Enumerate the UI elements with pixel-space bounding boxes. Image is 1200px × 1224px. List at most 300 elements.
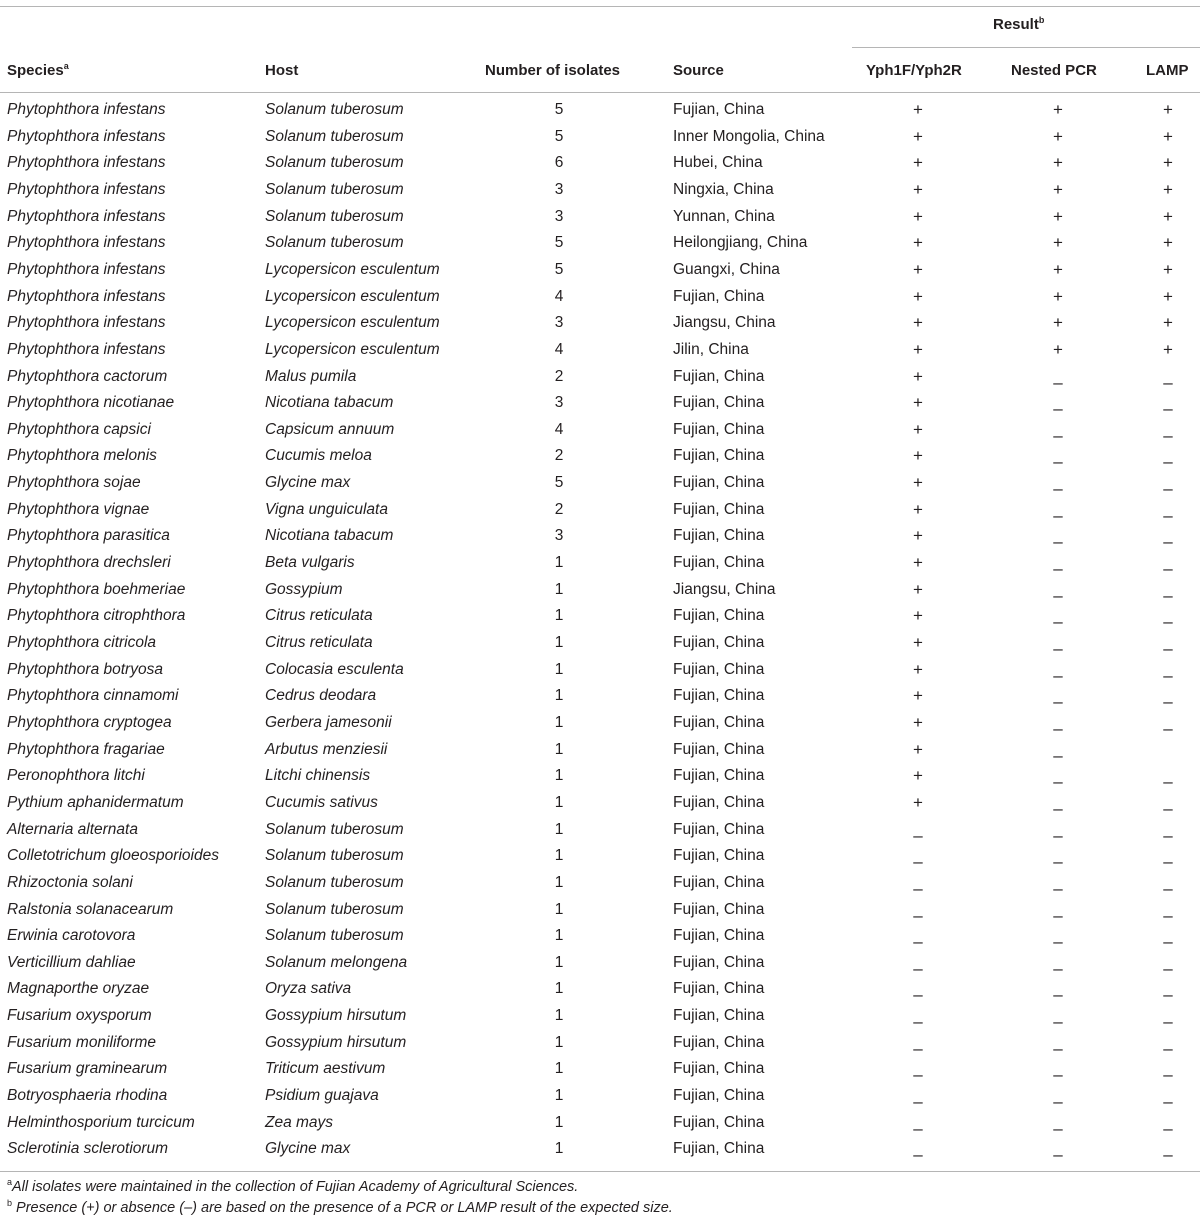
host-cell xyxy=(265,258,440,282)
result-nested-pcr-cell xyxy=(1018,977,1098,1005)
host-cell xyxy=(265,951,407,975)
result-yph1f-yph2r-cell xyxy=(878,524,958,548)
result-nested-pcr-cell-text: – xyxy=(1053,958,1063,978)
source-cell xyxy=(673,977,764,1001)
species-cell xyxy=(7,578,185,602)
isolates-count-cell-text: 1 xyxy=(554,1007,564,1025)
isolates-count-cell-text: 1 xyxy=(554,1087,564,1105)
result-lamp-cell-text: – xyxy=(1163,1038,1173,1058)
isolates-count-cell-text: 3 xyxy=(554,527,564,545)
result-nested-pcr-cell-text: – xyxy=(1053,905,1063,925)
result-yph1f-yph2r-cell-text: + xyxy=(913,792,923,812)
table-row xyxy=(0,231,1200,258)
species-cell xyxy=(7,338,166,362)
result-lamp-cell xyxy=(1148,1057,1188,1085)
isolates-count-cell xyxy=(500,1057,618,1081)
host-cell xyxy=(265,231,404,255)
result-nested-pcr-cell-text: – xyxy=(1053,692,1063,712)
species-cell-text: Rhizoctonia solani xyxy=(7,873,133,891)
result-nested-pcr-cell xyxy=(1018,178,1098,202)
result-yph1f-yph2r-cell xyxy=(878,1004,958,1032)
result-lamp-cell xyxy=(1148,338,1188,362)
species-cell xyxy=(7,604,185,628)
host-cell xyxy=(265,604,373,628)
source-cell-text: Fujian, China xyxy=(673,1007,765,1025)
source-cell xyxy=(673,178,774,202)
result-yph1f-yph2r-cell xyxy=(878,498,958,522)
table-row xyxy=(0,205,1200,232)
species-cell-text: Phytophthora infestans xyxy=(7,260,166,278)
species-cell-text: Phytophthora parasitica xyxy=(7,527,170,545)
result-nested-pcr-cell xyxy=(1018,365,1098,392)
result-yph1f-yph2r-cell xyxy=(878,844,958,872)
result-yph1f-yph2r-cell xyxy=(878,258,958,282)
result-yph1f-yph2r-cell-text: + xyxy=(913,526,923,546)
species-cell xyxy=(7,391,174,415)
isolates-count-cell xyxy=(500,818,618,842)
source-cell-text: Fujian, China xyxy=(673,793,765,811)
result-nested-pcr-cell-text: + xyxy=(1053,313,1063,333)
source-cell xyxy=(673,1057,764,1081)
source-cell xyxy=(673,764,764,788)
result-yph1f-yph2r-cell-text: + xyxy=(913,473,923,493)
result-yph1f-yph2r-cell xyxy=(878,1111,958,1138)
isolates-count-cell-text: 2 xyxy=(554,447,564,465)
result-nested-pcr-cell-text: – xyxy=(1053,878,1063,898)
species-cell-text: Phytophthora melonis xyxy=(7,447,157,465)
result-nested-pcr-cell xyxy=(1018,1004,1098,1032)
source-cell-text: Fujian, China xyxy=(673,953,765,971)
species-cell xyxy=(7,151,166,175)
table-row xyxy=(0,1111,1200,1138)
result-lamp-cell-text: – xyxy=(1163,1118,1173,1138)
host-cell xyxy=(265,1084,379,1108)
source-cell xyxy=(673,604,764,628)
species-cell-text: Magnaporthe oryzae xyxy=(7,980,150,998)
result-lamp-cell xyxy=(1148,791,1188,818)
result-lamp-cell-text: – xyxy=(1163,852,1173,872)
result-nested-pcr-cell-text: – xyxy=(1053,639,1063,658)
species-cell-text: Phytophthora infestans xyxy=(7,314,166,332)
isolates-count-cell xyxy=(500,258,618,282)
species-cell-text: Phytophthora cinnamomi xyxy=(7,687,179,705)
result-nested-pcr-cell-text: – xyxy=(1053,665,1063,685)
source-cell-text: Yunnan, China xyxy=(673,207,775,225)
source-cell-text: Fujian, China xyxy=(673,820,765,838)
result-yph1f-yph2r-cell xyxy=(878,871,958,898)
result-lamp-cell-text: – xyxy=(1163,665,1173,685)
result-lamp-cell-text: – xyxy=(1163,559,1173,579)
species-cell-text: Phytophthora citricola xyxy=(7,634,157,651)
species-cell xyxy=(7,524,170,548)
species-cell xyxy=(7,418,151,442)
result-lamp-cell xyxy=(1148,551,1188,579)
species-cell-text: Helminthosporium turcicum xyxy=(7,1113,195,1131)
isolates-count-cell xyxy=(500,764,618,788)
result-lamp-cell xyxy=(1148,1084,1188,1112)
table-row xyxy=(0,711,1200,738)
isolates-count-cell-text: 3 xyxy=(554,394,564,412)
result-yph1f-yph2r-cell xyxy=(878,738,958,762)
source-cell-text: Jilin, China xyxy=(673,340,749,358)
source-cell xyxy=(673,498,764,522)
species-cell-text: Phytophthora infestans xyxy=(7,180,166,198)
result-lamp-cell xyxy=(1148,258,1188,282)
header-result: Result$^b$ xyxy=(993,15,1045,33)
species-cell-text: Alternaria alternata xyxy=(7,820,138,838)
result-lamp-cell xyxy=(1148,951,1188,978)
host-cell xyxy=(265,1004,406,1028)
source-cell xyxy=(673,98,764,122)
result-lamp-cell xyxy=(1148,285,1188,309)
isolates-count-cell-text: 1 xyxy=(554,820,564,838)
table-row xyxy=(0,578,1200,605)
result-nested-pcr-cell-text: – xyxy=(1053,1065,1063,1085)
isolates-count-cell-text: 3 xyxy=(554,180,564,198)
result-yph1f-yph2r-cell xyxy=(878,977,958,1005)
species-cell-text: Fusarium oxysporum xyxy=(7,1007,152,1025)
species-cell-text: Phytophthora infestans xyxy=(7,207,166,225)
result-nested-pcr-cell-text: – xyxy=(1053,825,1063,845)
result-lamp-cell xyxy=(1148,924,1188,952)
result-yph1f-yph2r-cell xyxy=(878,311,958,335)
result-yph1f-yph2r-cell xyxy=(878,1031,958,1058)
result-nested-pcr-cell-text: + xyxy=(1053,233,1063,253)
species-cell xyxy=(7,951,136,975)
table-row xyxy=(0,1084,1200,1111)
result-lamp-cell-text: + xyxy=(1163,313,1173,333)
isolates-count-cell-text: 4 xyxy=(554,420,564,438)
source-cell-text: Fujian, China xyxy=(673,634,765,651)
header-number-of-isolates: Number of isolates xyxy=(485,62,621,79)
result-nested-pcr-cell xyxy=(1018,924,1098,952)
header-nested-pcr: Nested PCR xyxy=(1011,62,1097,79)
result-nested-pcr-cell-text: – xyxy=(1053,585,1063,605)
isolates-count-cell xyxy=(500,311,618,335)
header-bottom-rule xyxy=(0,92,1200,93)
result-group-rule xyxy=(852,47,1200,48)
species-cell xyxy=(7,1137,168,1161)
result-yph1f-yph2r-cell xyxy=(878,791,958,815)
host-cell-text: Solanum tuberosum xyxy=(265,900,404,918)
source-cell-text: Fujian, China xyxy=(673,554,765,572)
source-cell xyxy=(673,205,775,229)
result-yph1f-yph2r-cell-text: – xyxy=(913,1065,923,1085)
table-row xyxy=(0,418,1200,445)
result-lamp-cell-text: – xyxy=(1163,479,1173,499)
source-cell xyxy=(673,1031,764,1055)
isolates-count-cell xyxy=(500,1111,618,1135)
source-cell xyxy=(673,1004,764,1028)
species-cell xyxy=(7,764,145,788)
host-cell-text: Lycopersicon esculentum xyxy=(265,287,440,305)
host-cell xyxy=(265,684,376,708)
species-cell-text: Phytophthora fragariae xyxy=(7,740,165,758)
isolates-count-cell-text: 1 xyxy=(554,873,564,891)
result-lamp-cell xyxy=(1148,471,1188,499)
result-nested-pcr-cell xyxy=(1018,1084,1098,1112)
source-cell xyxy=(673,391,764,415)
footnote-b: $^b$ Presence (+) or absence (–) are based on the presence of a PCR or LAMP result of the expected size. xyxy=(7,1198,673,1216)
result-yph1f-yph2r-cell xyxy=(878,578,958,602)
species-cell-text: Phytophthora botryosa xyxy=(7,660,163,678)
host-cell-text: Gossypium xyxy=(265,580,343,598)
result-nested-pcr-cell-text: – xyxy=(1053,479,1063,499)
host-cell xyxy=(265,818,404,842)
table-row xyxy=(0,151,1200,178)
source-cell-text: Fujian, China xyxy=(673,367,765,385)
result-nested-pcr-cell xyxy=(1018,791,1098,818)
result-yph1f-yph2r-cell-text: + xyxy=(913,313,923,333)
table-row xyxy=(0,818,1200,845)
isolates-count-cell-text: 2 xyxy=(554,367,564,385)
table-row xyxy=(0,951,1200,978)
host-cell-text: Gossypium hirsutum xyxy=(265,1033,407,1051)
isolates-count-cell xyxy=(500,604,618,628)
result-yph1f-yph2r-cell xyxy=(878,285,958,309)
host-cell xyxy=(265,711,392,735)
result-yph1f-yph2r-cell xyxy=(878,365,958,389)
isolates-count-cell xyxy=(500,98,618,122)
host-cell xyxy=(265,391,393,415)
species-cell xyxy=(7,178,166,202)
result-lamp-cell xyxy=(1148,311,1188,335)
host-cell xyxy=(265,551,355,575)
result-nested-pcr-cell-text: – xyxy=(1053,745,1063,765)
isolates-count-cell-text: 6 xyxy=(554,154,564,172)
result-lamp-cell xyxy=(1148,658,1188,685)
result-nested-pcr-cell xyxy=(1018,311,1098,335)
source-cell-text: Fujian, China xyxy=(673,474,765,492)
host-cell-text: Glycine max xyxy=(265,1140,351,1158)
host-cell xyxy=(265,418,394,442)
isolates-count-cell xyxy=(500,551,618,575)
result-nested-pcr-cell xyxy=(1018,738,1098,765)
table-row xyxy=(0,338,1200,365)
result-yph1f-yph2r-cell-text: – xyxy=(913,1012,923,1032)
host-cell-text: Solanum melongena xyxy=(265,953,408,971)
isolates-count-cell xyxy=(500,231,618,255)
result-yph1f-yph2r-cell-text: + xyxy=(913,686,923,706)
host-cell-text: Solanum tuberosum xyxy=(265,127,404,145)
isolates-count-cell-text: 5 xyxy=(554,260,564,278)
footnote-a: $^a$All isolates were maintained in the collection of Fujian Academy of Agricultural Sciences. xyxy=(7,1177,579,1195)
result-nested-pcr-cell-text: – xyxy=(1053,718,1063,738)
table-row xyxy=(0,178,1200,205)
source-cell-text: Jiangsu, China xyxy=(673,580,776,598)
result-yph1f-yph2r-cell-text: + xyxy=(913,126,923,146)
result-lamp-cell-text: – xyxy=(1163,692,1173,712)
result-nested-pcr-cell xyxy=(1018,658,1098,685)
species-cell xyxy=(7,871,133,895)
source-cell-text: Fujian, China xyxy=(673,1033,765,1051)
species-cell xyxy=(7,631,156,655)
header-source: Source xyxy=(673,62,724,79)
isolates-count-cell-text: 4 xyxy=(554,287,564,305)
species-cell-text: Phytophthora vignae xyxy=(7,500,150,518)
result-yph1f-yph2r-cell xyxy=(878,231,958,255)
result-nested-pcr-cell-text: – xyxy=(1053,1038,1063,1058)
result-nested-pcr-cell-text: – xyxy=(1053,932,1063,952)
result-yph1f-yph2r-cell xyxy=(878,151,958,175)
isolates-count-cell-text: 3 xyxy=(554,207,564,225)
result-nested-pcr-cell xyxy=(1018,684,1098,712)
table-bottom-rule xyxy=(0,1171,1200,1172)
host-cell-text: Solanum tuberosum xyxy=(265,873,404,891)
result-yph1f-yph2r-cell-text: + xyxy=(913,712,923,732)
result-nested-pcr-cell-text: + xyxy=(1053,179,1063,199)
isolates-count-cell-text: 1 xyxy=(554,953,564,971)
table-row xyxy=(0,1137,1200,1164)
result-nested-pcr-cell-text: – xyxy=(1053,1092,1063,1112)
result-lamp-cell xyxy=(1148,178,1188,202)
host-cell xyxy=(265,98,404,122)
source-cell-text: Fujian, China xyxy=(673,101,765,118)
source-cell-text: Fujian, China xyxy=(673,1087,765,1105)
species-cell-text: Botryosphaeria rhodina xyxy=(7,1087,168,1105)
result-nested-pcr-cell xyxy=(1018,844,1098,872)
result-lamp-cell-text: – xyxy=(1163,718,1173,738)
result-lamp-cell-text: – xyxy=(1163,585,1173,605)
source-cell xyxy=(673,631,764,655)
isolates-count-cell-text: 5 xyxy=(554,474,564,492)
result-lamp-cell xyxy=(1148,818,1188,845)
isolates-count-cell xyxy=(500,977,618,1001)
host-cell xyxy=(265,498,388,522)
host-cell-text: Nicotiana tabacum xyxy=(265,394,394,412)
host-cell xyxy=(265,205,404,229)
isolates-count-cell xyxy=(500,924,618,948)
result-yph1f-yph2r-cell-text: – xyxy=(913,1092,923,1112)
host-cell-text: Gossypium hirsutum xyxy=(265,1007,407,1025)
result-yph1f-yph2r-cell xyxy=(878,471,958,495)
result-lamp-cell-text: – xyxy=(1163,958,1173,978)
table-row xyxy=(0,444,1200,471)
source-cell xyxy=(673,551,764,575)
result-yph1f-yph2r-cell xyxy=(878,898,958,925)
table-row xyxy=(0,285,1200,312)
host-cell-text: Nicotiana tabacum xyxy=(265,527,394,545)
result-nested-pcr-cell xyxy=(1018,1111,1098,1138)
table-row xyxy=(0,871,1200,898)
result-nested-pcr-cell xyxy=(1018,391,1098,419)
table-row xyxy=(0,551,1200,578)
host-cell-text: Solanum tuberosum xyxy=(265,847,404,865)
result-lamp-cell-text: – xyxy=(1163,932,1173,952)
species-cell-text: Phytophthora capsici xyxy=(7,420,151,438)
host-cell-text: Vigna unguiculata xyxy=(265,500,388,518)
source-cell xyxy=(673,818,764,842)
result-nested-pcr-cell xyxy=(1018,818,1098,845)
species-cell xyxy=(7,231,166,255)
host-cell-text: Arbutus menziesii xyxy=(265,740,388,758)
species-cell xyxy=(7,844,219,868)
result-yph1f-yph2r-cell xyxy=(878,1057,958,1085)
host-cell-text: Citrus reticulata xyxy=(265,607,373,625)
table-row xyxy=(0,898,1200,925)
result-nested-pcr-cell-text: – xyxy=(1053,852,1063,872)
result-nested-pcr-cell xyxy=(1018,98,1098,122)
source-cell-text: Fujian, China xyxy=(673,900,765,918)
result-yph1f-yph2r-cell-text: + xyxy=(913,766,923,786)
host-cell-text: Cucumis sativus xyxy=(265,793,378,811)
result-lamp-cell-text: + xyxy=(1163,179,1173,199)
table-row xyxy=(0,844,1200,871)
result-nested-pcr-cell xyxy=(1018,125,1098,149)
result-lamp-cell-text: + xyxy=(1163,259,1173,279)
table-row xyxy=(0,604,1200,631)
table-row xyxy=(0,258,1200,285)
host-cell xyxy=(265,977,351,1001)
result-yph1f-yph2r-cell xyxy=(878,951,958,978)
isolates-count-cell xyxy=(500,684,618,708)
source-cell xyxy=(673,578,776,602)
isolates-count-cell xyxy=(500,1084,618,1108)
host-cell xyxy=(265,311,440,335)
isolates-count-cell xyxy=(500,578,618,602)
result-yph1f-yph2r-cell-text: + xyxy=(913,233,923,253)
host-cell xyxy=(265,365,356,389)
result-nested-pcr-cell xyxy=(1018,231,1098,255)
source-cell xyxy=(673,1084,764,1108)
result-nested-pcr-cell-text: + xyxy=(1053,153,1063,173)
table-row xyxy=(0,524,1200,551)
source-cell xyxy=(673,898,764,922)
isolates-count-cell xyxy=(500,844,618,868)
result-lamp-cell-text: – xyxy=(1163,905,1173,925)
result-lamp-cell xyxy=(1148,205,1188,229)
isolates-count-cell xyxy=(500,738,618,762)
source-cell xyxy=(673,418,764,442)
result-nested-pcr-cell xyxy=(1018,1031,1098,1058)
source-cell xyxy=(673,1111,764,1135)
result-lamp-cell xyxy=(1148,764,1188,792)
result-nested-pcr-cell xyxy=(1018,631,1098,658)
result-nested-pcr-cell xyxy=(1018,604,1098,632)
isolates-count-cell xyxy=(500,285,618,309)
result-lamp-cell-text: – xyxy=(1163,612,1173,632)
result-lamp-cell xyxy=(1148,524,1188,552)
result-nested-pcr-cell-text: – xyxy=(1053,985,1063,1005)
species-cell-text: Phytophthora cactorum xyxy=(7,367,168,385)
species-cell-text: Phytophthora infestans xyxy=(7,127,166,145)
host-cell xyxy=(265,178,404,202)
result-nested-pcr-cell-text: + xyxy=(1053,126,1063,146)
source-cell-text: Fujian, China xyxy=(673,873,765,891)
result-lamp-cell-text: – xyxy=(1163,825,1173,845)
source-cell-text: Fujian, China xyxy=(673,687,765,705)
host-cell xyxy=(265,844,404,868)
table-row xyxy=(0,98,1200,125)
result-lamp-cell-text: – xyxy=(1163,985,1173,1005)
table-row xyxy=(0,365,1200,392)
isolates-count-cell xyxy=(500,418,618,442)
result-yph1f-yph2r-cell xyxy=(878,764,958,788)
result-yph1f-yph2r-cell xyxy=(878,684,958,708)
isolates-count-cell-text: 1 xyxy=(554,634,564,651)
source-cell xyxy=(673,258,780,282)
table-row xyxy=(0,738,1200,765)
host-cell xyxy=(265,764,370,788)
isolates-count-cell-text: 1 xyxy=(554,980,564,998)
species-cell xyxy=(7,791,184,815)
isolates-count-cell-text: 3 xyxy=(554,314,564,332)
result-yph1f-yph2r-cell-text: + xyxy=(913,419,923,439)
result-yph1f-yph2r-cell-text: + xyxy=(913,739,923,759)
result-lamp-cell-text: – xyxy=(1163,399,1173,419)
source-cell-text: Fujian, China xyxy=(673,1060,765,1078)
result-yph1f-yph2r-cell-text: – xyxy=(913,932,923,952)
